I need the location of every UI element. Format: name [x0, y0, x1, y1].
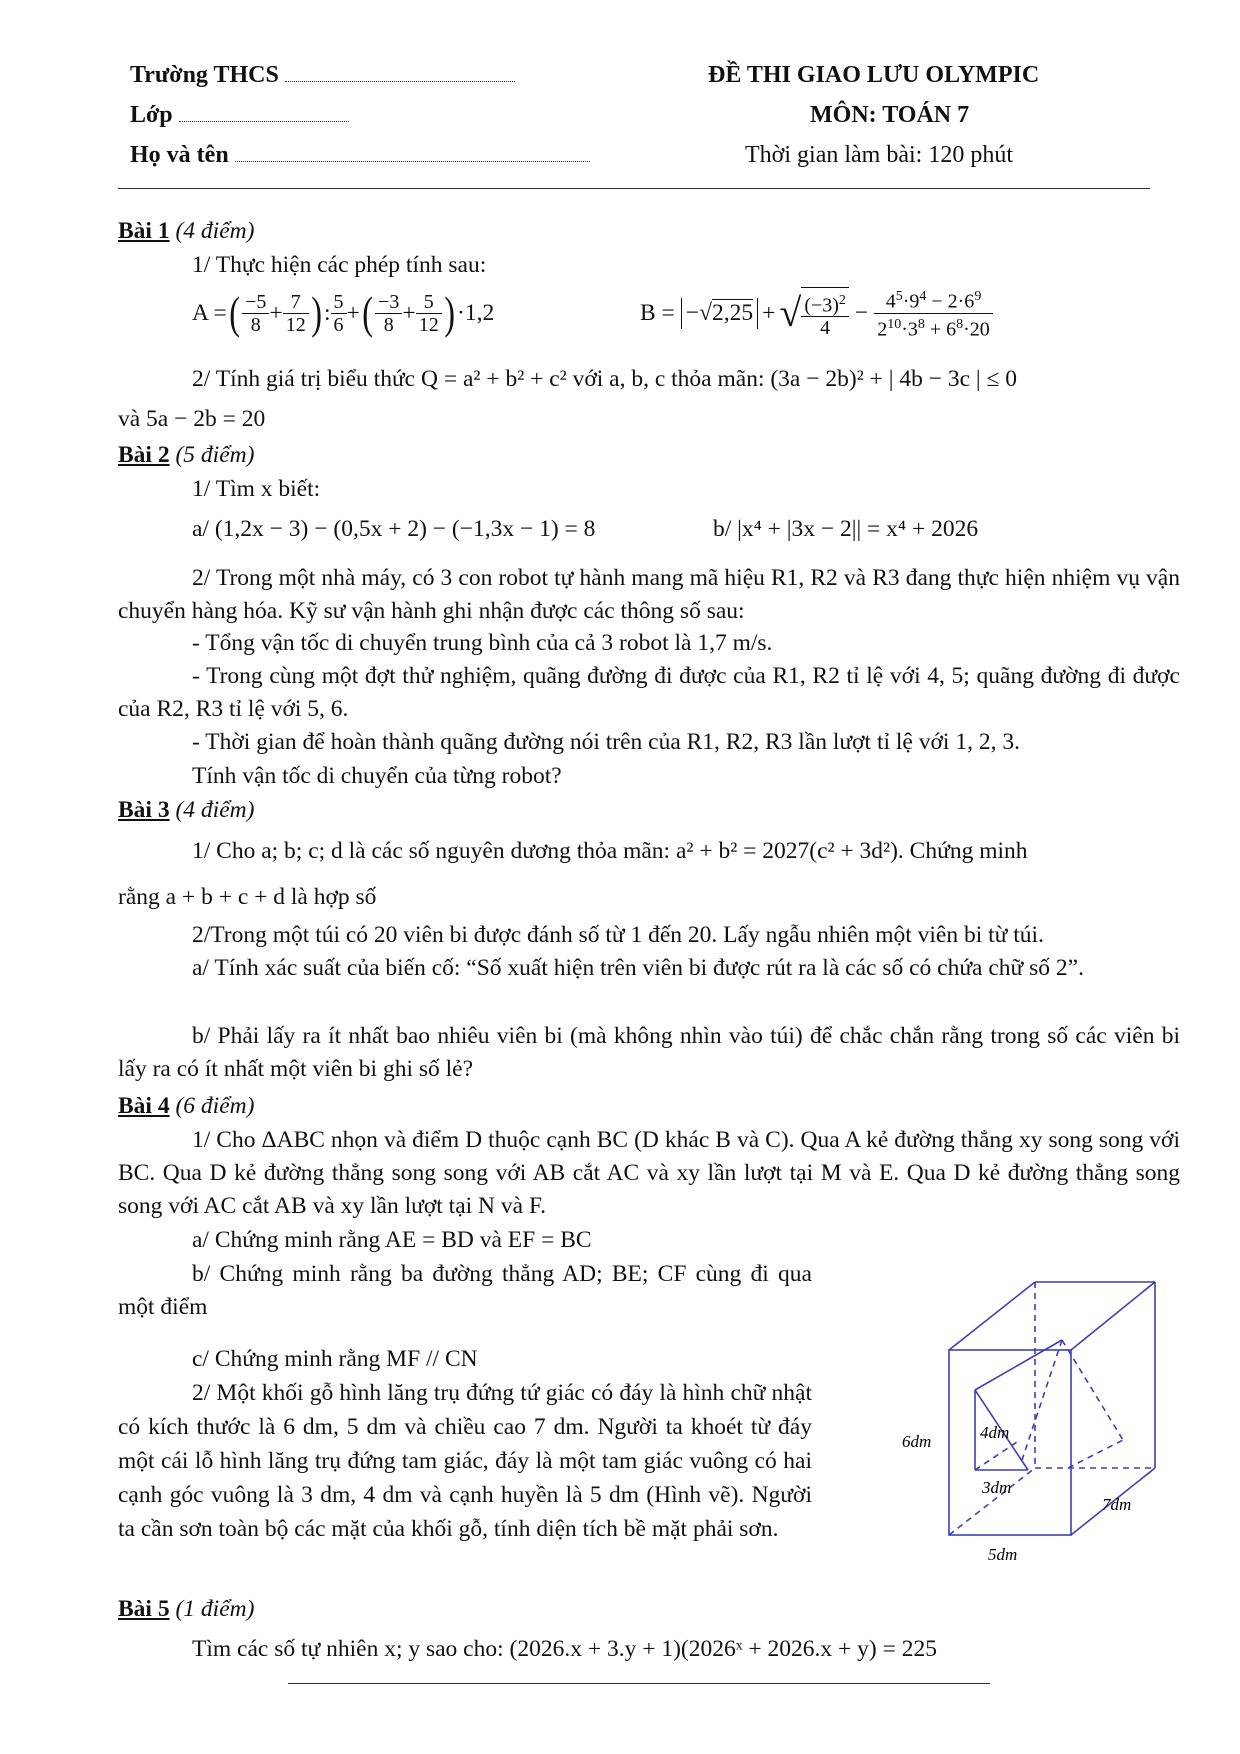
name-label: Họ và tên	[130, 142, 229, 168]
name-field	[130, 142, 590, 169]
hole-hidden-edge-base	[1068, 1440, 1123, 1468]
class-label: Lớp	[130, 102, 173, 128]
bai3-q1-cont: rằng a + b + c + d là hợp số	[118, 884, 377, 910]
bai2-q2-l1: - Tổng vận tốc di chuyển trung bình của cả 3 robot là 1,7 m/s.	[192, 630, 773, 656]
bai4-q2: 2/ Một khối gỗ hình lăng trụ đứng tứ giác có đáy là hình chữ nhật có kích thước là 6 dm, 5 dm và chiều cao 7 dm. Người ta khoét từ đáy một cái lỗ hình lăng trụ đứng tam giác, đáy là một tam giác vuông có hai cạnh góc vuông là 3 dm, 4 dm và cạnh huyền là 5 dm (Hình vẽ). Người ta cần sơn toàn bộ các mặt của khối gỗ, tính diện tích bề mặt phải sơn.	[118, 1380, 812, 1542]
bai1-expression-a: A = ( $\frac{-5}{8}$ + $\frac{7}{12}$ ) : $\frac{5}{6}$ + ( $\frac{-3}{8}$ + $\frac{5}{12}$ ) ·1,2	[192, 287, 495, 338]
expr-a-tail: ·1,2	[457, 299, 495, 326]
bai2-q2-l2: - Trong cùng một đợt thử nghiệm, quãng đường đi được của R1, R2 tỉ lệ với 4, 5; quãng đường đi được của R2, R3 tỉ lệ với 5, 6.	[118, 663, 1180, 722]
bai5-points: (1 điểm)	[175, 1596, 255, 1622]
hole-hidden-edge-hyp	[1022, 1340, 1062, 1460]
bai2-q1a: a/ (1,2x − 3) − (0,5x + 2) − (−1,3x − 1) = 8	[192, 516, 596, 542]
hole-hidden-edge-mid	[975, 1440, 1020, 1470]
bai3-q2b: b/ Phải lấy ra ít nhất bao nhiêu viên bi (mà không nhìn vào túi) để chắc chắn rằng trong số các viên bi lấy ra có ít nhất một viên bi ghi số lẻ?	[118, 1023, 1180, 1082]
school-field	[130, 62, 515, 89]
subject-title: MÔN: TOÁN 7	[810, 102, 970, 128]
bai2-q2-l4: Tính vận tốc di chuyển của từng robot?	[192, 763, 562, 789]
bai4-points: (6 điểm)	[175, 1093, 255, 1119]
bai4-title: Bài 4	[118, 1093, 170, 1119]
expr-a-label: A =	[192, 299, 227, 326]
bai4-q1: 1/ Cho ΔABC nhọn và điểm D thuộc cạnh BC (D khác B và C). Qua A kẻ đường thẳng xy song song với BC. Qua D kẻ đường thẳng song song với AB cắt AC và xy lần lượt tại M và E. Qua D kẻ đường thẳng song song với AC cắt AB và xy lần lượt tại N và F.	[118, 1127, 1180, 1219]
bai2-q1: 1/ Tìm x biết:	[192, 476, 321, 502]
bai4-heading	[118, 1091, 254, 1121]
label-3dm: 3dm	[982, 1478, 1012, 1497]
bai1-points: (4 điểm)	[175, 218, 255, 244]
bai1-heading	[118, 216, 254, 246]
header-divider	[118, 188, 1150, 189]
expr-b-label: B =	[640, 299, 675, 326]
bai3-heading	[118, 795, 254, 825]
school-label: Trường THCS	[130, 62, 279, 88]
bai3-title: Bài 3	[118, 797, 170, 823]
label-5dm: 5dm	[988, 1545, 1018, 1564]
bai2-points: (5 điểm)	[175, 442, 255, 468]
exam-title: ĐỀ THI GIAO LƯU OLYMPIC	[708, 62, 1040, 88]
box-edge-top-left	[949, 1282, 1035, 1350]
label-4dm: 4dm	[980, 1423, 1010, 1442]
bai1-title: Bài 1	[118, 218, 170, 244]
footer-divider	[288, 1683, 990, 1684]
bai1-expression-b: B = −√2,25 + √ $\frac{(-3)^2}{4}$ − $\frac{4^5\cdot 9^4 - 2\cdot 6^9}{2^{10}\cdot 3^8 + 6^8\cdot 20}$	[640, 283, 993, 343]
bai5-heading	[118, 1594, 254, 1624]
bai2-q1b: b/ |x⁴ + |3x − 2|| = x⁴ + 2026	[713, 516, 979, 542]
label-6dm: 6dm	[902, 1432, 932, 1451]
bai3-points: (4 điểm)	[175, 797, 255, 823]
prism-figure	[830, 1270, 1160, 1580]
bai4-q1b: b/ Chứng minh rằng ba đường thẳng AD; BE; CF cùng đi qua một điểm	[118, 1261, 812, 1320]
bai3-q2: 2/Trong một túi có 20 viên bi được đánh số từ 1 đến 20. Lấy ngẫu nhiên một viên bi từ túi.	[192, 922, 1044, 948]
bai1-q2-cont: và 5a − 2b = 20	[118, 406, 266, 432]
bai5-title: Bài 5	[118, 1596, 170, 1622]
bai2-q2-l3: - Thời gian để hoàn thành quãng đường nói trên của R1, R2, R3 lần lượt tỉ lệ với 1, 2, 3.	[192, 729, 1020, 755]
bai1-q2: 2/ Tính giá trị biểu thức Q = a² + b² + c² với a, b, c thỏa mãn: (3a − 2b)² + | 4b − 3c | ≤ 0	[192, 366, 1017, 392]
bai1-q1: 1/ Thực hiện các phép tính sau:	[192, 252, 487, 278]
exam-time: Thời gian làm bài: 120 phút	[745, 142, 1013, 168]
label-7dm: 7dm	[1102, 1495, 1132, 1514]
bai2-q2-intro: 2/ Trong một nhà máy, có 3 con robot tự hành mang mã hiệu R1, R2 và R3 đang thực hiện nhiệm vụ vận chuyển hàng hóa. Kỹ sư vận hành ghi nhận được các thông số sau:	[118, 565, 1180, 624]
bai3-q1: 1/ Cho a; b; c; d là các số nguyên dương thỏa mãn: a² + b² = 2027(c² + 3d²). Chứng minh	[192, 838, 1028, 864]
bai2-heading	[118, 440, 254, 470]
bai3-q2a: a/ Tính xác suất của biến cố: “Số xuất hiện trên viên bi được rút ra là các số có chứa chữ số 2”.	[192, 955, 1084, 981]
bai4-q1a: a/ Chứng minh rằng AE = BD và EF = BC	[192, 1227, 592, 1253]
bai4-q1c: c/ Chứng minh rằng MF // CN	[192, 1346, 478, 1372]
class-field	[130, 102, 349, 129]
box-edge-top-right	[1071, 1282, 1155, 1350]
hole-edge-top-depth	[975, 1340, 1062, 1390]
bai2-title: Bài 2	[118, 442, 170, 468]
bai5-question: Tìm các số tự nhiên x; y sao cho: (2026.x + 3.y + 1)(2026ˣ + 2026.x + y) = 225	[192, 1636, 938, 1662]
